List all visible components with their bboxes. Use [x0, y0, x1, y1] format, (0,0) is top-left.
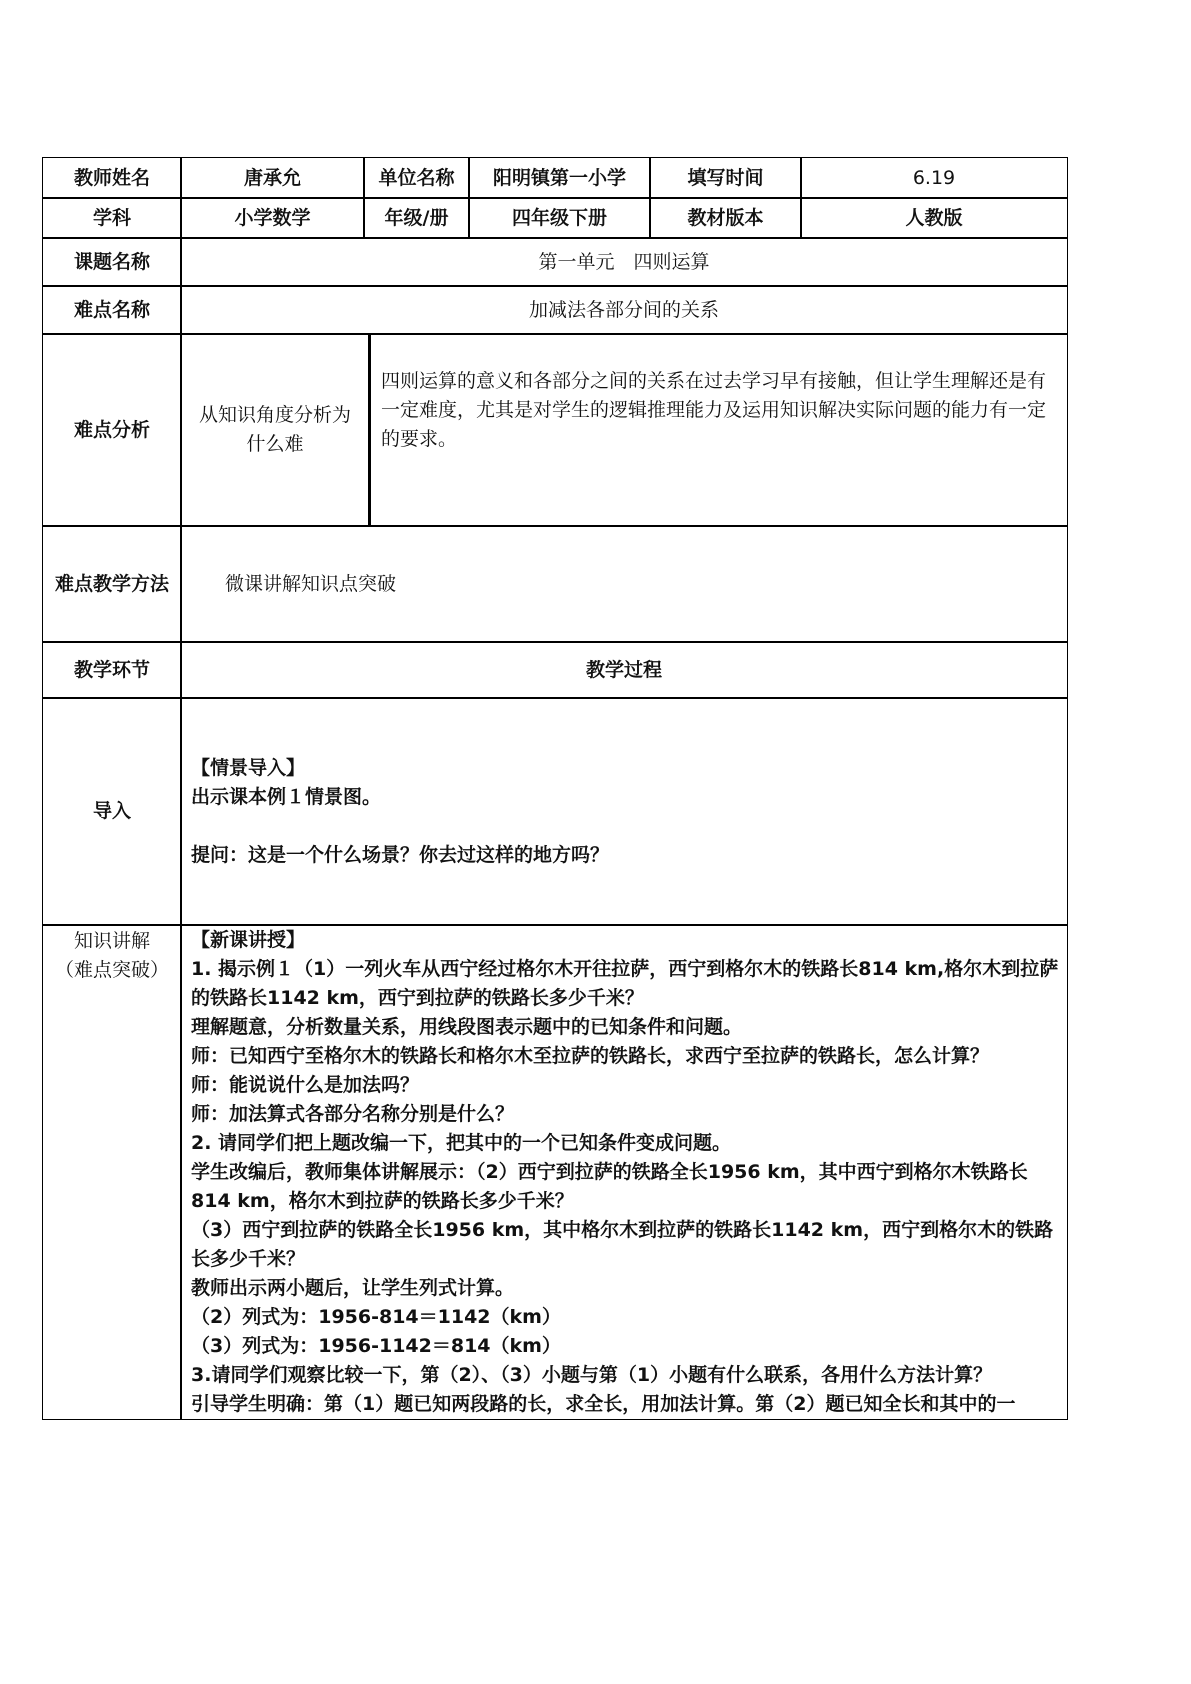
intro-line-1: 【情景导入】 [191, 756, 306, 779]
intro-line-3: 提问：这是一个什么场景？你去过这样的地方吗？ [191, 843, 610, 866]
method-value: 微课讲解知识点突破 [180, 525, 1068, 643]
knowledge-line: 3.请同学们观察比较一下，第（2）、（3）小题与第（1）小题有什么联系，各用什么方法计算？ [191, 1364, 993, 1386]
date-value: 6.19 [800, 157, 1068, 199]
lesson-plan-table [42, 157, 1148, 1537]
subject-value: 小学数学 [180, 197, 365, 239]
knowledge-line: 【新课讲授】 [191, 929, 306, 951]
method-label: 难点教学方法 [42, 525, 182, 643]
difficulty-label: 难点名称 [42, 285, 182, 335]
knowledge-label-line-2: （难点突破） [54, 959, 169, 981]
knowledge-line: 教师出示两小题后，让学生列式计算。 [191, 1277, 515, 1299]
teacher-name-value: 唐承允 [180, 157, 365, 199]
unit-value: 阳明镇第一小学 [468, 157, 651, 199]
process-value: 教学过程 [180, 641, 1068, 699]
knowledge-line: 引导学生明确：第（1）题已知两段路的长，求全长，用加法计算。第（2）题已知全长和其中的一 [191, 1393, 1016, 1415]
knowledge-line: （3）列式为：1956-1142＝814（km） [191, 1335, 561, 1357]
intro-label: 导入 [42, 697, 182, 926]
knowledge-line: （3）西宁到拉萨的铁路全长1956 km，其中格尔木到拉萨的铁路长1142 km，西宁到格尔木的铁路长多少千米？ [191, 1219, 1054, 1270]
knowledge-line: 师：加法算式各部分名称分别是什么？ [191, 1103, 515, 1125]
teacher-name-label: 教师姓名 [42, 157, 182, 199]
knowledge-line: 师：已知西宁至格尔木的铁路长和格尔木至拉萨的铁路长，求西宁至拉萨的铁路长，怎么计算？ [191, 1045, 990, 1067]
edition-value: 人教版 [800, 197, 1068, 239]
knowledge-line: （2）列式为：1956-814＝1142（km） [191, 1306, 561, 1328]
difficulty-value: 加减法各部分间的关系 [180, 285, 1068, 335]
knowledge-label-line-1: 知识讲解 [73, 930, 150, 952]
unit-label: 单位名称 [363, 157, 470, 199]
knowledge-line: 理解题意，分析数量关系，用线段图表示题中的已知条件和问题。 [191, 1016, 743, 1038]
topic-value: 第一单元 四则运算 [180, 237, 1068, 287]
date-label: 填写时间 [649, 157, 802, 199]
grade-value: 四年级下册 [468, 197, 651, 239]
knowledge-label [42, 924, 182, 1420]
knowledge-content [180, 924, 1068, 1420]
analysis-text: 四则运算的意义和各部分之间的关系在过去学习早有接触，但让学生理解还是有一定难度，尤其是对学生的逻辑推理能力及运用知识解决实际问题的能力有一定的要求。 [368, 333, 1068, 527]
intro-content [180, 697, 1068, 926]
knowledge-line: 学生改编后，教师集体讲解展示：（2）西宁到拉萨的铁路全长1956 km，其中西宁到格尔木铁路长814 km，格尔木到拉萨的铁路长多少千米？ [191, 1161, 1028, 1212]
edition-label: 教材版本 [649, 197, 802, 239]
knowledge-line: 师：能说说什么是加法吗？ [191, 1074, 420, 1096]
knowledge-line: 1. 揭示例１（1）一列火车从西宁经过格尔木开往拉萨，西宁到格尔木的铁路长814 km,格尔木到拉萨的铁路长1142 km，西宁到拉萨的铁路长多少千米？ [191, 958, 1059, 1009]
subject-label: 学科 [42, 197, 182, 239]
grade-label: 年级/册 [363, 197, 470, 239]
process-label: 教学环节 [42, 641, 182, 699]
analysis-sub-label: 从知识角度分析为什么难 [180, 333, 370, 527]
intro-line-2: 出示课本例１情景图。 [191, 785, 382, 808]
knowledge-line: 2. 请同学们把上题改编一下，把其中的一个已知条件变成问题。 [191, 1132, 732, 1154]
analysis-label: 难点分析 [42, 333, 182, 527]
topic-label: 课题名称 [42, 237, 182, 287]
